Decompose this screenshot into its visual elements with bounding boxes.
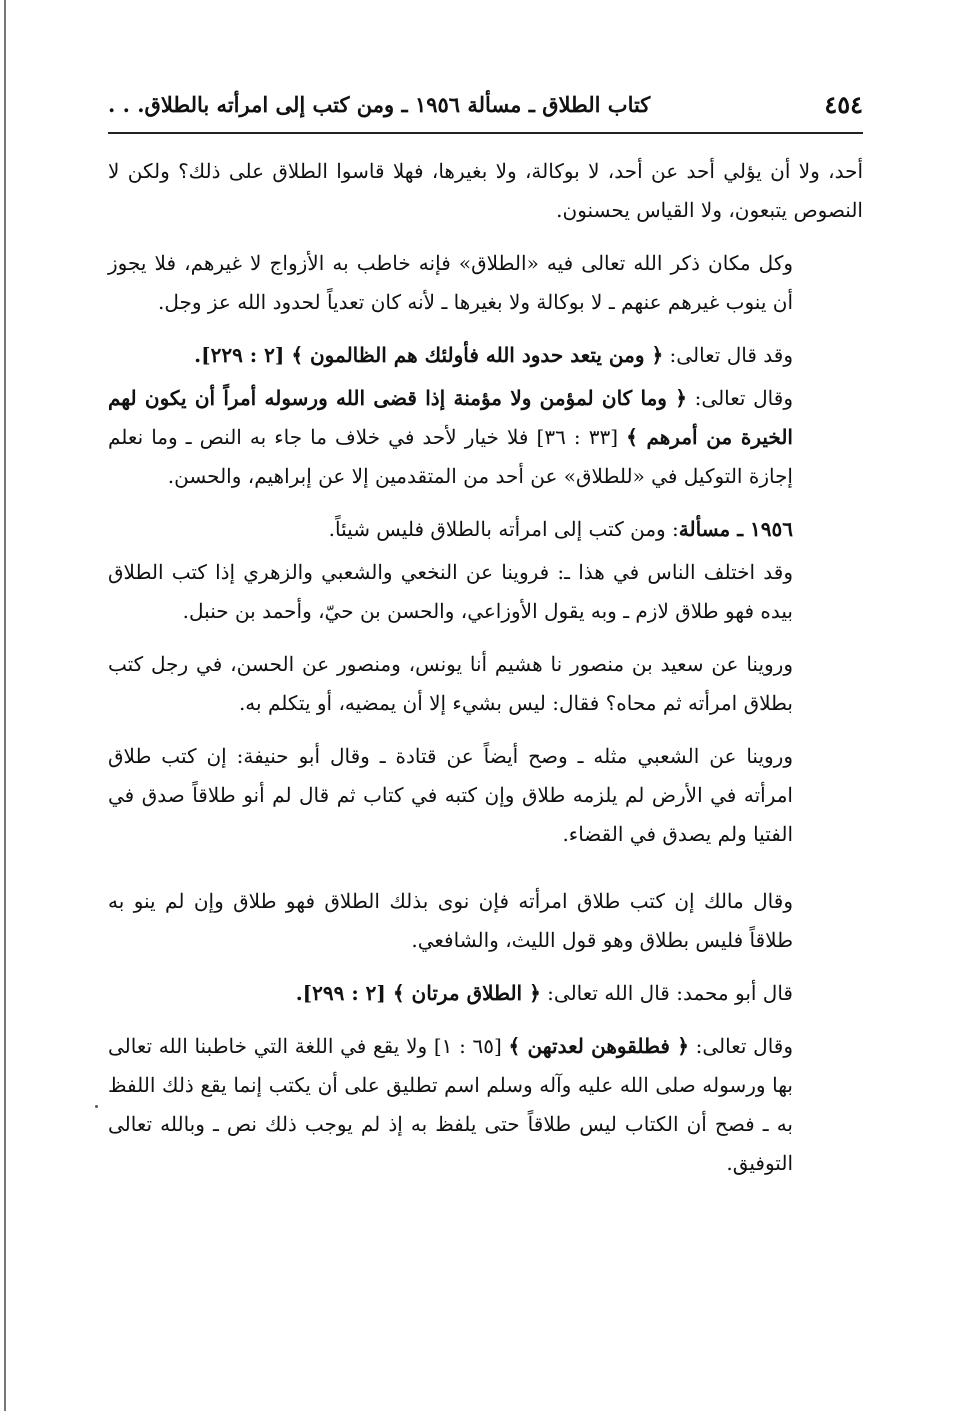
quran-verse: ﴿ فطلقوهن لعدتهن ﴾ <box>508 1034 689 1058</box>
quran-verse: ﴿ الطلاق مرتان ﴾ <box>392 981 541 1005</box>
paragraph: وقال تعالى: ﴿ فطلقوهن لعدتهن ﴾ [٦٥ : ١] ولا يقع في اللغة التي خاطبنا الله تعالى بها ورسوله صلى الله عليه وآله وسلم اسم تطليق على أن يكتب إنما يقع ذلك اللفظ به ـ فصح أن الكتاب ليس طلاقاً حتى يلفظ به إذ لم يوجب ذلك نص ـ وبالله تعالى التوفيق. <box>108 1034 794 1175</box>
paragraph: أحد، ولا أن يؤلي أحد عن أحد، لا بوكالة، ولا بغيرها، فهلا قاسوا الطلاق على ذلك؟ ولكن لا النصوص يتبعون، ولا القياس يحسنون. <box>108 159 863 222</box>
paragraph: وقد قال تعالى: ﴿ ومن يتعد حدود الله فأولئك هم الظالمون ﴾ [٢ : ٢٢٩]. <box>194 343 793 367</box>
running-title: كتاب الطلاق ـ مسألة ١٩٥٦ ـ ومن كتب إلى امرأته بالطلاق. . . <box>108 92 651 117</box>
page-number: ٤٥٤ <box>824 90 863 119</box>
verse-reference: [٢ : ٢٢٩]. <box>194 343 292 367</box>
issue-heading: ١٩٥٦ ـ مسألة: ومن كتب إلى امرأته بالطلاق فليس شيئاً. <box>328 517 793 541</box>
running-header <box>108 88 863 128</box>
scan-speck <box>95 1105 98 1108</box>
paragraph: وكل مكان ذكر الله تعالى فيه «الطلاق» فإنه خاطب به الأزواج لا غيرهم، فلا يجوز أن ينوب غيرهم عنهم ـ لا بوكالة ولا بغيرها ـ لأنه كان تعدياً لحدود الله عز وجل. <box>108 251 793 314</box>
paragraph: وقال مالك إن كتب طلاق امرأته فإن نوى بذلك الطلاق فهو طلاق وإن لم ينو به طلاقاً فليس بطلاق وهو قول الليث، والشافعي. <box>108 889 793 952</box>
verse-reference: [٢ : ٢٩٩]. <box>295 981 393 1005</box>
paragraph: قال أبو محمد: قال الله تعالى: ﴿ الطلاق مرتان ﴾ [٢ : ٢٩٩]. <box>295 981 793 1005</box>
paragraph: وروينا عن سعيد بن منصور نا هشيم أنا يونس، ومنصور عن الحسن، في رجل كتب بطلاق امرأته ثم محاه؟ فقال: ليس بشيء إلا أن يمضيه، أو يتكلم به. <box>108 652 793 715</box>
issue-number: ١٩٥٦ ـ مسألة <box>678 517 793 541</box>
paragraph: وقد اختلف الناس في هذا ـ: فروينا عن النخعي والشعبي والزهري إذا كتب الطلاق بيده فهو طلاق لازم ـ وبه يقول الأوزاعي، والحسن بن حيّ، وأحمد بن حنبل. <box>108 560 793 623</box>
paragraph: وقال تعالى: ﴿ وما كان لمؤمن ولا مؤمنة إذا قضى الله ورسوله أمراً أن يكون لهم الخيرة من أمرهم ﴾ [٣٣ : ٣٦] فلا خيار لأحد في خلاف ما جاء به النص ـ وما نعلم إجازة التوكيل في «للطلاق» عن أحد من المتقدمين إلا عن إبراهيم، والحسن. <box>108 386 793 488</box>
page-body <box>108 152 863 1197</box>
paragraph: وروينا عن الشعبي مثله ـ وصح أيضاً عن قتادة ـ وقال أبو حنيفة: إن كتب طلاق امرأته في الأرض لم يلزمه طلاق وإن كتبه في كتاب ثم قال لم أنو طلاقاً صدق في الفتيا ولم يصدق في القضاء. <box>108 744 793 846</box>
quran-verse: ﴿ ومن يتعد حدود الله فأولئك هم الظالمون ﴾ <box>291 343 664 367</box>
quran-verse: ﴿ وما كان لمؤمن ولا مؤمنة إذا قضى الله ورسوله أمراً أن يكون لهم الخيرة من أمرهم ﴾ <box>108 386 793 449</box>
page-binding-edge <box>4 0 6 1411</box>
header-divider <box>108 132 863 134</box>
